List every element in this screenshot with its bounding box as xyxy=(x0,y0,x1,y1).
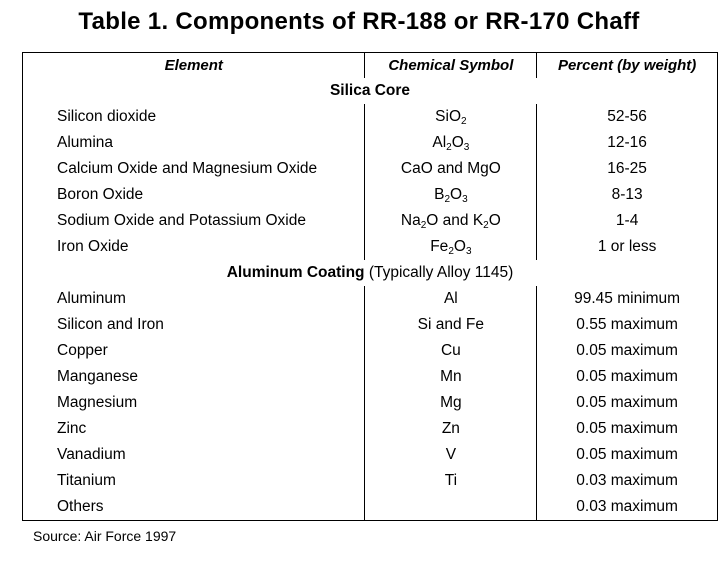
header-percent: Percent (by weight) xyxy=(557,57,697,74)
element-cell: Alumina xyxy=(23,130,365,156)
table-row xyxy=(23,442,718,468)
section-heading-row xyxy=(23,260,718,286)
chemical-symbol-cell: $Fe_2O_3$ xyxy=(365,234,537,260)
element-cell: Silicon dioxide xyxy=(23,104,365,130)
table-row xyxy=(23,156,718,182)
element-cell: Others xyxy=(23,494,365,521)
source-note: Source: Air Force 1997 xyxy=(33,528,177,544)
table-row xyxy=(23,234,718,260)
element-cell: Calcium Oxide and Magnesium Oxide xyxy=(23,156,365,182)
element-cell: Iron Oxide xyxy=(23,234,365,260)
header-element: Element xyxy=(23,53,365,79)
section-heading-title: Aluminum Coating xyxy=(226,264,365,281)
table-body xyxy=(23,78,718,521)
element-cell: Copper xyxy=(23,338,365,364)
percent-cell: 0.05 maximum xyxy=(576,446,678,463)
element-cell: Silicon and Iron xyxy=(23,312,365,338)
chemical-symbol-cell: CaO and MgO xyxy=(365,156,537,182)
table-row xyxy=(23,494,718,521)
chemical-symbol-cell: Al xyxy=(365,286,537,312)
chemical-symbol-cell xyxy=(365,494,537,521)
components-table xyxy=(22,52,718,521)
element-cell: Titanium xyxy=(23,468,365,494)
element-cell: Sodium Oxide and Potassium Oxide xyxy=(23,208,365,234)
table-row xyxy=(23,338,718,364)
element-cell: Aluminum xyxy=(23,286,365,312)
table-row xyxy=(23,208,718,234)
percent-cell: 16-25 xyxy=(607,160,647,177)
table-row xyxy=(23,182,718,208)
chemical-symbol-cell: $Al_2O_3$ xyxy=(365,130,537,156)
section-heading-title: Silica Core xyxy=(329,82,411,99)
section-heading-note: (Typically Alloy 1145) xyxy=(364,264,514,281)
percent-cell: 0.05 maximum xyxy=(576,342,678,359)
chemical-symbol-cell: Ti xyxy=(365,468,537,494)
section-heading xyxy=(23,260,718,286)
chemical-symbol-cell: Si and Fe xyxy=(365,312,537,338)
table-row xyxy=(23,286,718,312)
chemical-symbol-cell: Mn xyxy=(365,364,537,390)
chemical-symbol-cell: Zn xyxy=(365,416,537,442)
table-row xyxy=(23,468,718,494)
element-cell: Manganese xyxy=(23,364,365,390)
percent-cell: 8-13 xyxy=(611,186,643,203)
percent-cell: 0.05 maximum xyxy=(576,394,678,411)
table-row xyxy=(23,416,718,442)
chemical-symbol-cell: $B_2O_3$ xyxy=(365,182,537,208)
section-heading-row xyxy=(23,78,718,104)
percent-cell: 0.03 maximum xyxy=(576,498,678,515)
chemical-symbol-cell: Cu xyxy=(365,338,537,364)
element-cell: Boron Oxide xyxy=(23,182,365,208)
percent-cell: 99.45 minimum xyxy=(574,290,681,307)
table-row xyxy=(23,130,718,156)
table-title: Table 1. Components of RR-188 or RR-170 Chaff xyxy=(78,8,640,35)
percent-cell: 1 or less xyxy=(597,238,657,255)
table-row xyxy=(23,312,718,338)
header-chemical-symbol: Chemical Symbol xyxy=(365,53,537,79)
chemical-symbol-cell: $Na_2O$ and $K_2O$ xyxy=(365,208,537,234)
percent-cell: 1-4 xyxy=(615,212,639,229)
percent-cell: 52-56 xyxy=(607,108,647,125)
table-row xyxy=(23,390,718,416)
table-row xyxy=(23,104,718,130)
element-cell: Magnesium xyxy=(23,390,365,416)
section-heading xyxy=(23,78,718,104)
element-cell: Vanadium xyxy=(23,442,365,468)
percent-cell: 0.03 maximum xyxy=(576,472,678,489)
percent-cell: 0.05 maximum xyxy=(576,368,678,385)
percent-cell: 0.55 maximum xyxy=(576,316,678,333)
percent-cell: 0.05 maximum xyxy=(576,420,678,437)
chemical-symbol-cell: Mg xyxy=(365,390,537,416)
chemical-symbol-cell: V xyxy=(365,442,537,468)
percent-cell: 12-16 xyxy=(607,134,647,151)
table-row xyxy=(23,364,718,390)
table-header xyxy=(23,53,718,79)
chemical-symbol-cell: SiO$_2$ xyxy=(365,104,537,130)
element-cell: Zinc xyxy=(23,416,365,442)
